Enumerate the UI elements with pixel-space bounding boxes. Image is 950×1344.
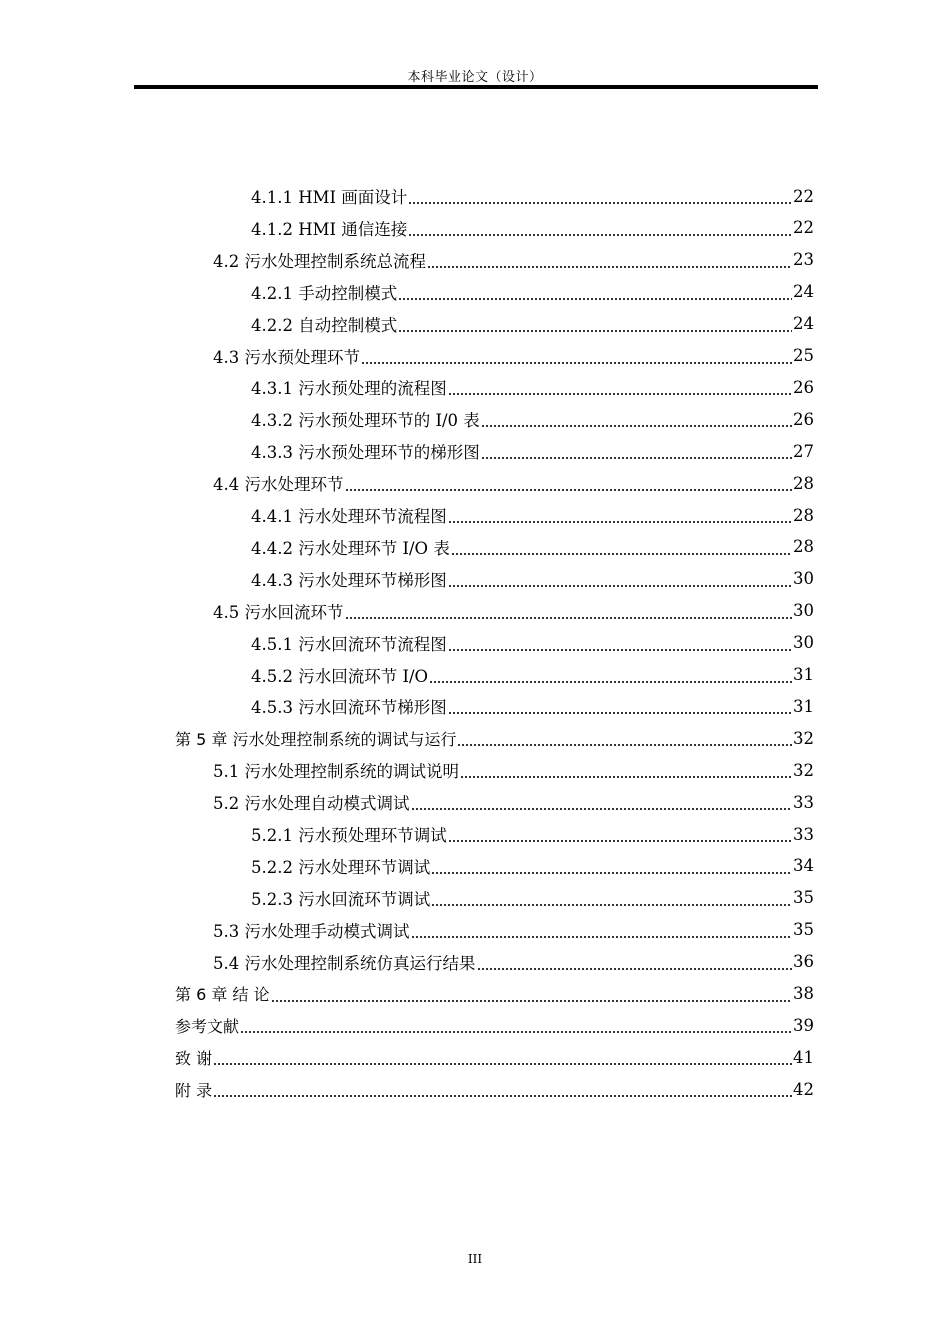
toc-entry-page: 36 — [793, 952, 814, 972]
toc-entry-label: 4.1.2 HMI 通信连接 — [251, 219, 408, 239]
toc-entry[interactable] — [251, 308, 814, 340]
toc-entry[interactable] — [251, 276, 814, 308]
toc-entry-page: 31 — [793, 696, 814, 716]
toc-entry-page: 24 — [793, 282, 814, 302]
toc-entry-page: 42 — [793, 1079, 814, 1099]
toc-entry[interactable] — [251, 850, 814, 882]
toc-entry[interactable] — [251, 690, 814, 722]
toc-dot-leader — [271, 1000, 792, 1002]
toc-dot-leader — [448, 712, 792, 714]
toc-entry-label: 第 5 章 污水处理控制系统的调试与运行 — [175, 729, 457, 749]
toc-entry[interactable] — [213, 467, 814, 499]
toc-entry-label: 第 6 章 结 论 — [175, 985, 270, 1004]
toc-entry-label: 4.5.2 污水回流环节 I/O — [251, 666, 429, 686]
toc-dot-leader — [345, 617, 793, 619]
toc-entry-label: 致 谢 — [175, 1048, 213, 1068]
toc-entry[interactable] — [213, 946, 814, 978]
toc-entry[interactable] — [175, 1009, 814, 1041]
toc-entry-page: 30 — [793, 601, 814, 621]
toc-entry[interactable] — [213, 754, 814, 786]
toc-entry-page: 33 — [793, 792, 814, 812]
toc-dot-leader — [361, 362, 792, 364]
toc-dot-leader — [457, 744, 792, 746]
toc-entry-label: 附 录 — [175, 1080, 213, 1100]
toc-entry[interactable] — [251, 435, 814, 467]
toc-entry[interactable] — [175, 722, 814, 754]
toc-entry-label: 5.4 污水处理控制系统仿真运行结果 — [213, 953, 476, 973]
toc-dot-leader — [429, 681, 792, 683]
toc-entry[interactable] — [251, 180, 814, 212]
toc-entry-page: 26 — [793, 377, 814, 397]
toc-entry[interactable] — [251, 531, 814, 563]
toc-entry[interactable] — [251, 563, 814, 595]
toc-dot-leader — [481, 425, 792, 427]
toc-entry-label: 4.5.3 污水回流环节梯形图 — [251, 698, 447, 718]
toc-entry-page: 28 — [793, 505, 814, 525]
toc-dot-leader — [411, 936, 793, 938]
toc-entry-page: 35 — [793, 920, 814, 940]
toc-entry-page: 25 — [793, 346, 814, 365]
toc-entry[interactable] — [213, 786, 814, 818]
toc-entry-label: 5.2.1 污水预处理环节调试 — [251, 826, 447, 845]
toc-entry[interactable] — [175, 1073, 814, 1105]
toc-entry-page: 39 — [793, 1015, 814, 1035]
toc-dot-leader — [460, 776, 792, 778]
toc-dot-leader — [448, 649, 792, 651]
toc-entry[interactable] — [213, 244, 814, 276]
toc-entry-label: 5.3 污水处理手动模式调试 — [213, 921, 410, 941]
toc-entry[interactable] — [251, 818, 814, 850]
toc-entry-page: 28 — [793, 537, 814, 557]
toc-entry-page: 38 — [793, 984, 814, 1003]
toc-entry-page: 22 — [793, 186, 814, 206]
toc-entry-page: 30 — [793, 633, 814, 653]
toc-entry-label: 4.5 污水回流环节 — [213, 602, 344, 622]
toc-dot-leader — [408, 234, 792, 236]
toc-entry-label: 4.4.3 污水处理环节梯形图 — [251, 570, 447, 590]
toc-entry-page: 32 — [793, 728, 814, 748]
toc-entry[interactable] — [251, 403, 814, 435]
toc-entry-label: 4.3.3 污水预处理环节的梯形图 — [251, 443, 480, 463]
toc-entry-label: 5.2.2 污水处理环节调试 — [251, 857, 431, 877]
toc-dot-leader — [398, 298, 792, 300]
toc-entry[interactable] — [251, 499, 814, 531]
toc-entry-label: 4.3.1 污水预处理的流程图 — [251, 379, 447, 399]
toc-entry[interactable] — [213, 340, 814, 372]
toc-entry-label: 5.2.3 污水回流环节调试 — [251, 889, 431, 909]
toc-dot-leader — [408, 202, 792, 204]
toc-entry-page: 41 — [793, 1047, 814, 1067]
toc-dot-leader — [427, 266, 792, 268]
toc-entry[interactable] — [175, 1041, 814, 1073]
toc-entry[interactable] — [251, 627, 814, 659]
toc-entry-label: 参考文献 — [175, 1016, 240, 1036]
toc-entry-page: 33 — [793, 824, 814, 844]
toc-entry-label: 5.1 污水处理控制系统的调试说明 — [213, 762, 459, 782]
toc-entry-label: 4.2 污水处理控制系统总流程 — [213, 251, 426, 271]
toc-dot-leader — [448, 585, 792, 587]
toc-dot-leader — [448, 521, 792, 523]
toc-entry-label: 4.4.1 污水处理环节流程图 — [251, 507, 447, 526]
toc-entry[interactable] — [251, 371, 814, 403]
toc-entry-label: 4.5.1 污水回流环节流程图 — [251, 634, 447, 654]
toc-entry[interactable] — [213, 914, 814, 946]
toc-dot-leader — [481, 457, 792, 459]
page-number: III — [467, 1252, 483, 1266]
running-header-title: 本科毕业论文（设计） — [407, 70, 543, 85]
toc-dot-leader — [398, 330, 792, 332]
toc-entry[interactable] — [213, 595, 814, 627]
toc-entry-page: 30 — [793, 569, 814, 589]
toc-entry-page: 31 — [793, 665, 814, 684]
toc-entry-page: 23 — [793, 250, 814, 270]
toc-entry-label: 4.4 污水处理环节 — [213, 475, 344, 495]
toc-entry-label: 4.2.2 自动控制模式 — [251, 315, 398, 335]
toc-entry-page: 22 — [793, 218, 814, 238]
toc-dot-leader — [431, 872, 792, 874]
toc-entry-label: 4.3.2 污水预处理环节的 I/0 表 — [251, 411, 480, 431]
toc-entry-page: 35 — [793, 888, 814, 908]
toc-entry-page: 34 — [793, 856, 814, 876]
toc-dot-leader — [477, 968, 793, 970]
toc-entry-page: 28 — [793, 473, 814, 493]
toc-dot-leader — [345, 489, 793, 491]
toc-dot-leader — [411, 808, 793, 810]
toc-entry-page: 27 — [793, 441, 814, 461]
toc-dot-leader — [213, 1063, 792, 1065]
toc-entry-label: 4.1.1 HMI 画面设计 — [251, 188, 408, 207]
toc-entry-label: 4.4.2 污水处理环节 I/O 表 — [251, 538, 450, 558]
toc-dot-leader — [213, 1095, 792, 1097]
toc-entry[interactable] — [175, 978, 814, 1010]
toc-entry[interactable] — [251, 659, 814, 691]
toc-entry-label: 5.2 污水处理自动模式调试 — [213, 794, 410, 814]
header-rule — [134, 85, 818, 89]
toc-dot-leader — [448, 840, 792, 842]
toc-entry[interactable] — [251, 882, 814, 914]
toc-entry-page: 24 — [793, 314, 814, 334]
toc-dot-leader — [448, 393, 792, 395]
toc-dot-leader — [240, 1031, 792, 1033]
toc-entry-label: 4.2.1 手动控制模式 — [251, 283, 398, 303]
toc-entry[interactable] — [251, 212, 814, 244]
toc-dot-leader — [451, 553, 792, 555]
toc-dot-leader — [431, 904, 792, 906]
toc-entry-label: 4.3 污水预处理环节 — [213, 347, 360, 367]
toc-entry-page: 32 — [793, 760, 814, 780]
toc-entry-page: 26 — [793, 409, 814, 429]
